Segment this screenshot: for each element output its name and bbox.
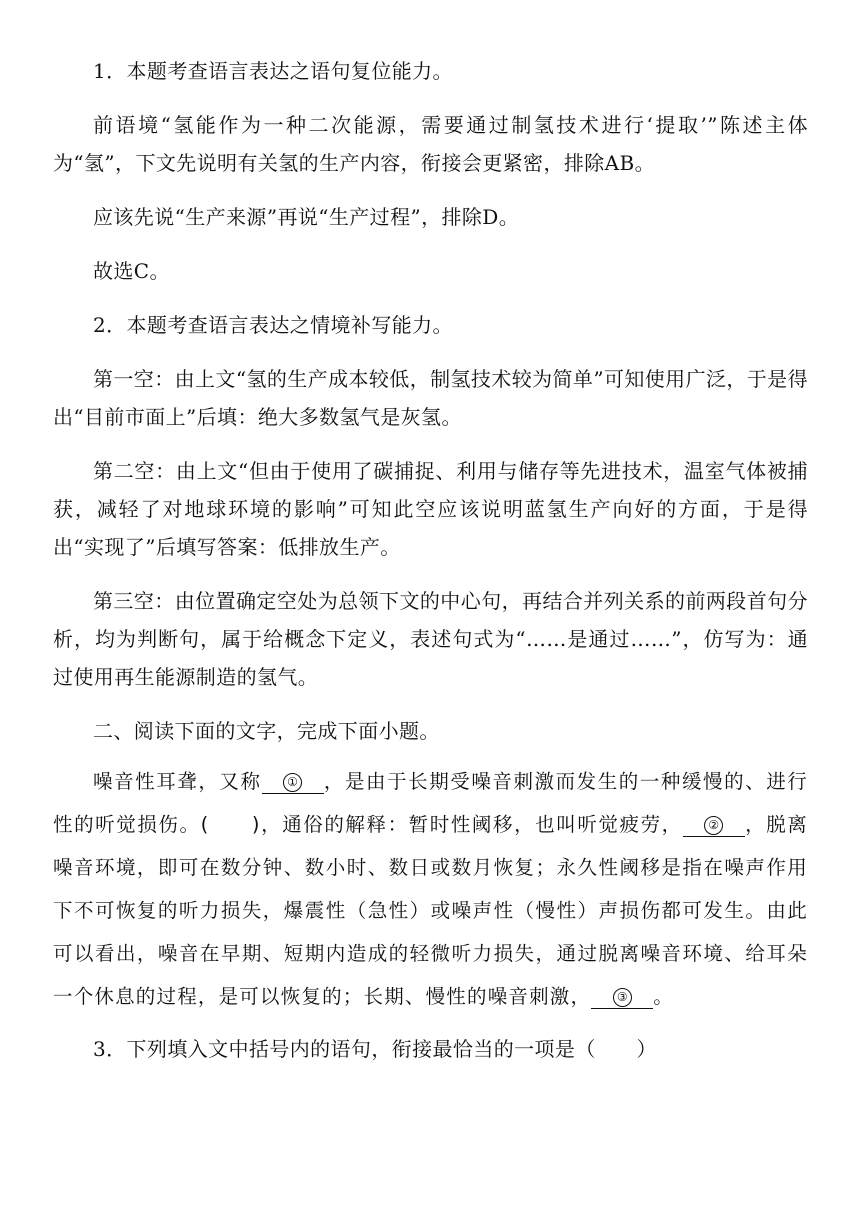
document-page xyxy=(53,52,808,1068)
reading-passage xyxy=(53,760,808,1018)
question-3-stem: 3．下列填入文中括号内的语句，衔接最恰当的一项是（ ） xyxy=(93,1037,657,1061)
passage-text xyxy=(53,760,808,1018)
answer-1-heading: 1．本题考查语言表达之语句复位能力。 xyxy=(93,59,453,83)
blank-2 xyxy=(683,814,745,837)
answer-2-blank-3: 第三空：由位置确定空处为总领下文的中心句，再结合并列关系的前两段首句分析，均为判断句，属于给概念下定义，表述句式为“……是通过……”，仿写为：通过使用再生能源制造的氢气。 xyxy=(53,589,808,689)
blank-3 xyxy=(591,986,653,1009)
blank-2-number: ② xyxy=(704,816,723,835)
answer-1-conclusion: 故选C。 xyxy=(93,259,170,283)
answer-1-order-note: 应该先说“生产来源”再说“生产过程”，排除D。 xyxy=(93,205,520,229)
answer-2-blank-2: 第二空：由上文“但由于使用了碳捕捉、利用与储存等先进技术，温室气体被捕获，减轻了对地球环境的影响”可知此空应该说明蓝氢生产向好的方面，于是得出“实现了”后填写答案：低排放生产。 xyxy=(53,459,808,559)
passage-segment-2: ，是由于长期受噪音刺激而发生的一种缓慢的、进行性的听觉损伤。( )，通俗的解释：暂时性阈移，也叫听觉疲劳， xyxy=(53,770,808,836)
passage-segment-4: 。 xyxy=(653,985,674,1008)
answer-1-analysis: 前语境“氢能作为一种二次能源，需要通过制氢技术进行‘提取’”陈述主体为“氢”，下文先说明有关氢的生产内容，衔接会更紧密，排除AB。 xyxy=(53,113,808,175)
blank-3-number: ③ xyxy=(613,988,632,1007)
passage-segment-3: ，脱离噪音环境，即可在数分钟、数小时、数日或数月恢复；永久性阈移是指在噪声作用下不可恢复的听力损失，爆震性（急性）或噪声性（慢性）声损伤都可发生。由此可以看出，噪音在早期、短期内造成的轻微听力损失，通过脱离噪音环境、给耳朵一个休息的过程，是可以恢复的；长期、慢性的噪音刺激， xyxy=(53,813,808,1008)
section-2-instruction: 二、阅读下面的文字，完成下面小题。 xyxy=(93,719,440,743)
passage-segment-1: 噪音性耳聋，又称 xyxy=(93,770,262,793)
answer-2-blank-1: 第一空：由上文“氢的生产成本较低，制氢技术较为简单”可知使用广泛，于是得出“目前市面上”后填：绝大多数氢气是灰氢。 xyxy=(53,367,808,429)
blank-1-number: ① xyxy=(283,773,302,792)
answer-2-heading: 2．本题考查语言表达之情境补写能力。 xyxy=(93,313,453,337)
blank-1 xyxy=(262,771,324,794)
